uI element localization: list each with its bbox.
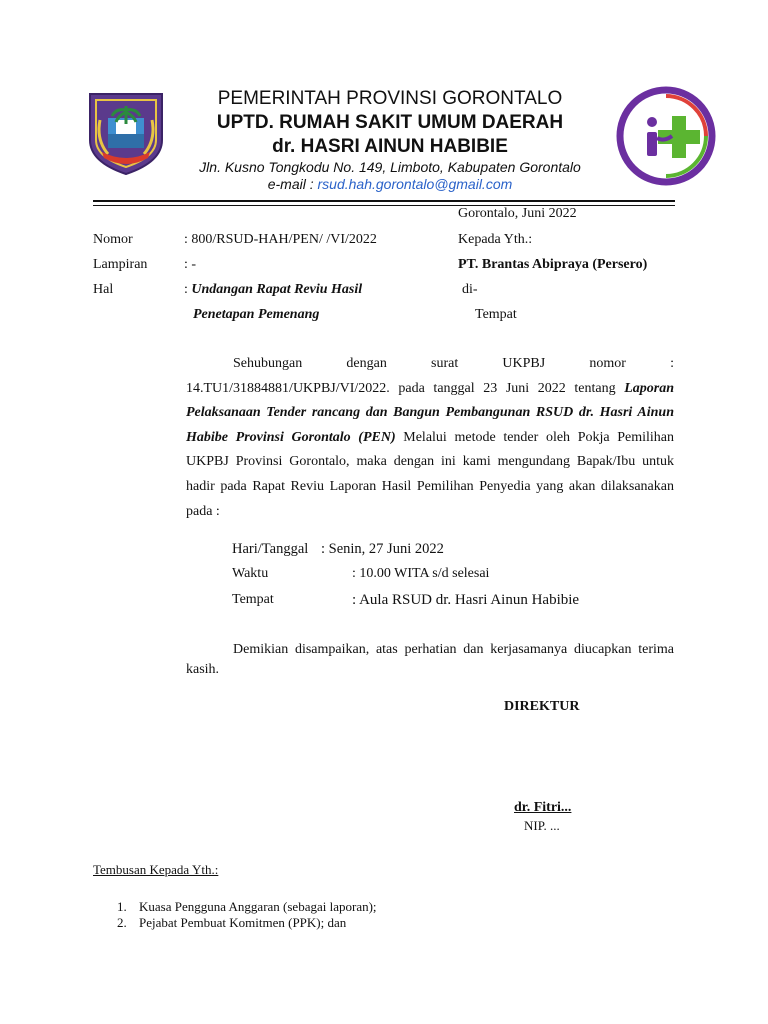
header-hospital-name: UPTD. RUMAH SAKIT UMUM DAERAH (216, 112, 564, 133)
schedule-hari-label: Hari/Tanggal (232, 541, 309, 557)
recipient-name: PT. Brantas Abipraya (Persero) (458, 257, 648, 272)
header-rule-thin (93, 205, 675, 206)
hal-colon: : (184, 282, 192, 297)
schedule-tempat-value: : Aula RSUD dr. Hasri Ainun Habibie (352, 592, 580, 608)
body-text-rest: Melalui metode tender oleh Pokja Pemilihan UKPBJ Provinsi Gorontalo, maka dengan ini kami mengundang Bapak/Ibu untuk hadir pada Rapat Reviu Laporan Hasil Pemilihan Penyedia yang akan dilaksanakan pada : (186, 429, 675, 519)
email-address: rsud.hah.gorontalo@gmail.com (317, 176, 513, 192)
schedule-waktu-value: : 10.00 WITA s/d selesai (352, 566, 490, 581)
hal-value (184, 282, 362, 298)
list-item (117, 915, 377, 931)
body-paragraph (186, 352, 674, 524)
place-date: Gorontalo, Juni 2022 (458, 206, 577, 221)
cc-list (117, 899, 377, 931)
hal-label: Hal (93, 282, 114, 297)
hospital-logo (616, 86, 716, 186)
header-rule-thick (93, 200, 675, 202)
header-government: PEMERINTAH PROVINSI GORONTALO (217, 88, 563, 109)
list-item (117, 899, 377, 915)
hal-subject-line2: Penetapan Pemenang (193, 307, 320, 322)
tempat-label: Tempat (475, 307, 517, 322)
lampiran-label: Lampiran (93, 257, 148, 272)
closing-paragraph (186, 640, 674, 680)
list-item-number: 1. (117, 899, 127, 914)
schedule-hari-value: : Senin, 27 Juni 2022 (321, 541, 444, 557)
lampiran-value: : - (184, 257, 197, 272)
provincial-seal-logo (86, 90, 166, 176)
kepada-label: Kepada Yth.: (458, 232, 533, 247)
header-email-line (160, 176, 620, 192)
cc-heading: Tembusan Kepada Yth.: (93, 862, 219, 877)
list-item-number: 2. (117, 915, 127, 930)
schedule-tempat-label: Tempat (232, 592, 274, 607)
email-prefix: e-mail : (267, 176, 318, 192)
list-item-text: Kuasa Pengguna Anggaran (sebagai laporan); (139, 899, 377, 914)
nomor-value: : 800/RSUD-HAH/PEN/ /VI/2022 (184, 232, 377, 247)
di-label: di- (462, 282, 478, 297)
closing-text: Demikian disampaikan, atas perhatian dan kerjasamanya diucapkan terima kasih. (186, 642, 674, 677)
signature-name: dr. Fitri... (514, 800, 572, 815)
body-text-subject: Laporan Pelaksanaan Tender rancang dan Bangun Pembangunan RSUD dr. Hasri Ainun Habibe Provinsi Gorontalo (PEN) (186, 380, 674, 445)
list-item-text: Pejabat Pembuat Komitmen (PPK); dan (139, 915, 347, 930)
signature-nip: NIP. ... (524, 818, 560, 833)
body-text-intro: Sehubungan dengan surat UKPBJ nomor : 14.TU1/31884881/UKPBJ/VI/2022. pada tanggal 23 Juni 2022 tentang (186, 356, 674, 396)
nomor-label: Nomor (93, 232, 133, 247)
header-hospital-subname: dr. HASRI AINUN HABIBIE (272, 136, 508, 157)
hal-subject-line1: Undangan Rapat Reviu Hasil (191, 282, 363, 297)
header-address: Jln. Kusno Tongkodu No. 149, Limboto, Kabupaten Gorontalo (199, 159, 581, 175)
schedule-waktu-label: Waktu (232, 566, 269, 581)
signature-title: DIREKTUR (504, 699, 580, 714)
